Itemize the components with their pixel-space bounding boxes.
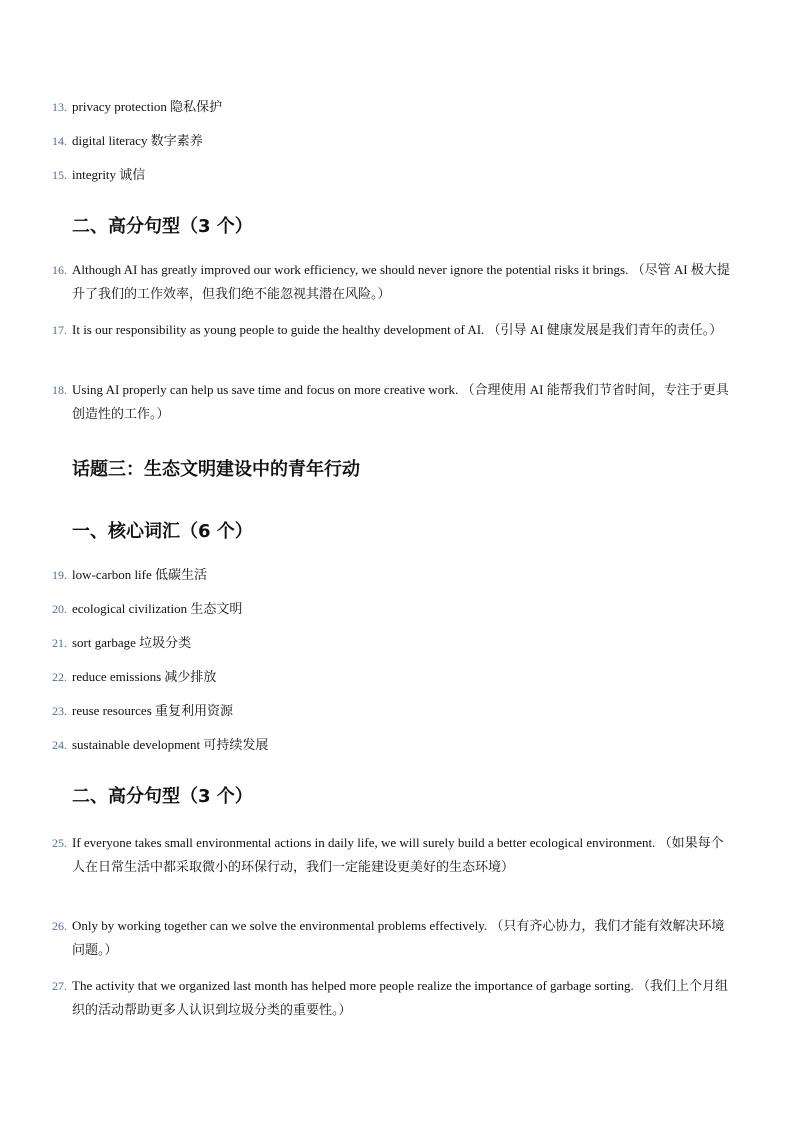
list-item bbox=[52, 914, 732, 962]
item-text: reuse resources 重复利用资源 bbox=[72, 703, 234, 718]
topic-heading: 话题三：生态文明建设中的青年行动 bbox=[72, 459, 360, 480]
item-text: sustainable development 可持续发展 bbox=[72, 737, 269, 752]
item-text: digital literacy 数字素养 bbox=[72, 133, 203, 148]
item-number: 15. bbox=[52, 168, 67, 182]
item-text: Only by working together can we solve the environmental problems effectively. （只有齐心协力，我们才能有效解决环境问题。） bbox=[72, 918, 725, 957]
item-number: 22. bbox=[52, 670, 67, 684]
list-item bbox=[52, 597, 732, 621]
section-heading: 二、高分句型（3 个） bbox=[72, 786, 253, 807]
list-item bbox=[52, 665, 732, 689]
list-item bbox=[52, 163, 732, 187]
item-number: 14. bbox=[52, 134, 67, 148]
item-number: 23. bbox=[52, 704, 67, 718]
list-item bbox=[52, 378, 732, 426]
item-text: Using AI properly can help us save time and focus on more creative work. （合理使用 AI 能帮我们节省时间，专注于更具创造性的工作。） bbox=[72, 382, 729, 421]
item-number: 19. bbox=[52, 568, 67, 582]
list-item bbox=[52, 258, 732, 306]
list-item bbox=[52, 733, 732, 757]
item-number: 16. bbox=[52, 263, 67, 277]
section-heading: 二、高分句型（3 个） bbox=[72, 216, 253, 237]
item-text: If everyone takes small environmental actions in daily life, we will surely build a better ecological environment. （如果每个人在日常生活中都采取微小的环保行动，我们一定能建设更美好的生态环境） bbox=[72, 835, 724, 874]
item-number: 27. bbox=[52, 979, 67, 993]
item-text: low-carbon life 低碳生活 bbox=[72, 567, 208, 582]
list-item bbox=[52, 563, 732, 587]
item-number: 18. bbox=[52, 383, 67, 397]
item-text: ecological civilization 生态文明 bbox=[72, 601, 243, 616]
list-item bbox=[52, 831, 732, 879]
item-text: sort garbage 垃圾分类 bbox=[72, 635, 192, 650]
item-text: Although AI has greatly improved our work efficiency, we should never ignore the potential risks it brings. （尽管 AI 极大提升了我们的工作效率，但我们绝不能忽视其潜在风险。） bbox=[72, 262, 730, 301]
item-text: integrity 诚信 bbox=[72, 167, 146, 182]
item-number: 25. bbox=[52, 836, 67, 850]
list-item bbox=[52, 95, 732, 119]
item-text: reduce emissions 减少排放 bbox=[72, 669, 217, 684]
item-number: 17. bbox=[52, 323, 67, 337]
list-item bbox=[52, 129, 732, 153]
item-text: It is our responsibility as young people to guide the healthy development of AI. （引导 AI 健康发展是我们青年的责任。） bbox=[72, 322, 723, 337]
section-heading: 一、核心词汇（6 个） bbox=[72, 521, 253, 542]
item-text: privacy protection 隐私保护 bbox=[72, 99, 223, 114]
item-number: 20. bbox=[52, 602, 67, 616]
item-number: 26. bbox=[52, 919, 67, 933]
list-item bbox=[52, 318, 732, 342]
item-number: 24. bbox=[52, 738, 67, 752]
item-number: 21. bbox=[52, 636, 67, 650]
list-item bbox=[52, 699, 732, 723]
list-item bbox=[52, 631, 732, 655]
list-item bbox=[52, 974, 732, 1022]
item-number: 13. bbox=[52, 100, 67, 114]
item-text: The activity that we organized last month has helped more people realize the importance of garbage sorting. （我们上个月组织的活动帮助更多人认识到垃圾分类的重要性。） bbox=[72, 978, 729, 1017]
